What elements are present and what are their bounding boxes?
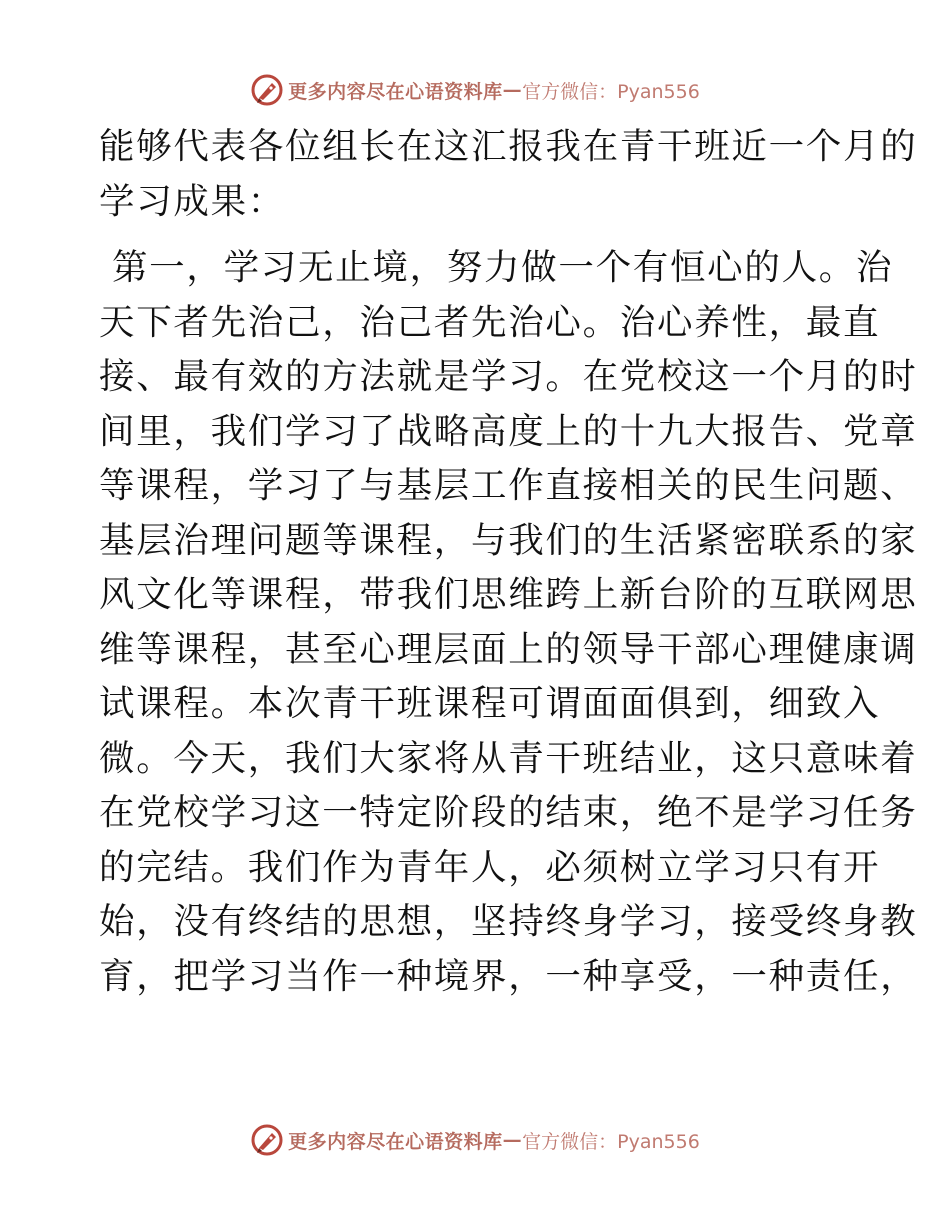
text-line: 基层治理问题等课程，与我们的生活紧密联系的家: [99, 519, 918, 561]
text-line: 试课程。本次青干班课程可谓面面俱到，细致入: [99, 683, 881, 724]
text-line: 微。今天，我们大家将从青干班结业，这只意味着: [99, 737, 918, 779]
text-line: 能够代表各位组长在这汇报我在青干班近一个月的: [99, 126, 918, 167]
pen-nib-circle-icon: [250, 1123, 284, 1157]
text-line: 等课程，学习了与基层工作直接相关的民生问题、: [99, 465, 918, 506]
text-line: 第一，学习无止境，努力做一个有恒心的人。治: [99, 247, 894, 288]
text-line: 的完结。我们作为青年人，必须树立学习只有开: [99, 846, 881, 888]
watermark-site-text: 更多内容尽在心语资料库: [288, 80, 503, 103]
pen-nib-circle-icon: [250, 73, 284, 107]
watermark-banner-top: [0, 70, 950, 110]
paragraph-intro: [99, 120, 918, 229]
paragraph-first-point: [99, 241, 918, 1004]
watermark-separator: —: [502, 79, 523, 101]
text-line: 学习成果：: [99, 180, 286, 222]
text-line: 育，把学习当作一种境界，一种享受，一种责任，: [99, 955, 918, 997]
document-body: [99, 120, 918, 1004]
watermark-wechat-text: 官方微信：Pyan556: [522, 80, 700, 103]
text-line: 接、最有效的方法就是学习。在党校这一个月的时: [99, 356, 918, 397]
text-line: 风文化等课程，带我们思维跨上新台阶的互联网思: [99, 574, 918, 615]
watermark-banner-bottom: [0, 1120, 950, 1160]
watermark-separator: —: [502, 1129, 523, 1151]
text-line: 在党校学习这一特定阶段的结束，绝不是学习任务: [99, 792, 918, 833]
text-line: 维等课程，甚至心理层面上的领导干部心理健康调: [99, 628, 918, 670]
watermark-wechat-text: 官方微信：Pyan556: [522, 1130, 700, 1153]
text-line: 天下者先治己，治己者先治心。治心养性，最直: [99, 301, 881, 343]
text-line: 始，没有终结的思想，坚持终身学习，接受终身教: [99, 901, 918, 942]
watermark-site-text: 更多内容尽在心语资料库: [288, 1130, 503, 1153]
text-line: 间里，我们学习了战略高度上的十九大报告、党章: [99, 410, 918, 452]
